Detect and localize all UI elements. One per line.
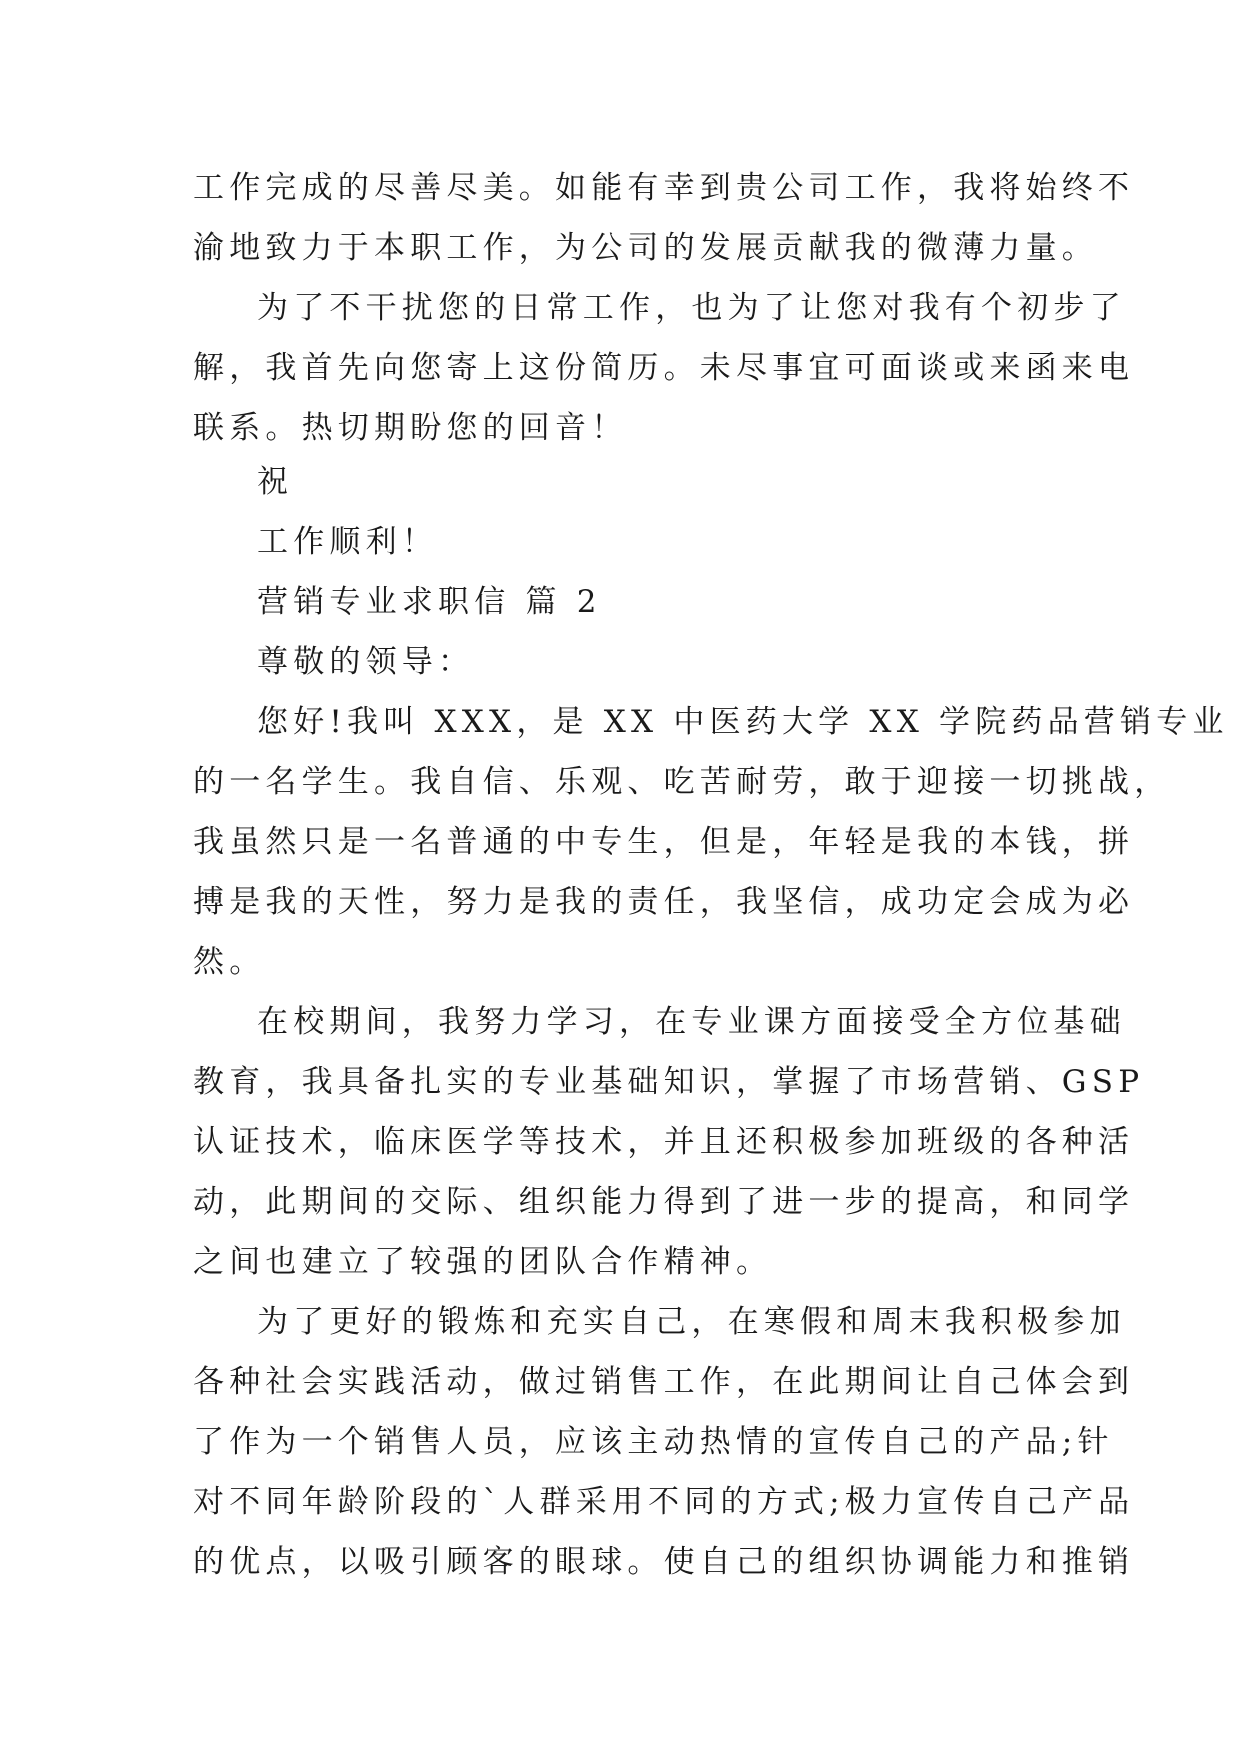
text-line: 联系。热切期盼您的回音！ bbox=[193, 410, 628, 446]
paragraph-start-line: 为了更好的锻炼和充实自己，在寒假和周末我积极参加 bbox=[257, 1304, 1126, 1340]
text-line: 然。 bbox=[193, 944, 266, 980]
text-line: 教育，我具备扎实的专业基础知识，掌握了市场营销、GSP bbox=[193, 1064, 1145, 1100]
text-line: 各种社会实践活动，做过销售工作，在此期间让自己体会到 bbox=[193, 1364, 1135, 1400]
text-line: 解，我首先向您寄上这份简历。未尽事宜可面谈或来函来电 bbox=[193, 350, 1135, 386]
paragraph-start-line: 为了不干扰您的日常工作，也为了让您对我有个初步了 bbox=[257, 290, 1126, 326]
closing-wish: 祝 bbox=[257, 464, 294, 500]
paragraph-start-line: 在校期间，我努力学习，在专业课方面接受全方位基础 bbox=[257, 1004, 1126, 1040]
text-line: 我虽然只是一名普通的中专生，但是，年轻是我的本钱，拼 bbox=[193, 824, 1135, 860]
text-line: 对不同年龄阶段的`人群采用不同的方式;极力宣传自己产品 bbox=[193, 1484, 1135, 1520]
text-line: 渝地致力于本职工作，为公司的发展贡献我的微薄力量。 bbox=[193, 230, 1098, 266]
text-line: 的一名学生。我自信、乐观、吃苦耐劳，敢于迎接一切挑战， bbox=[193, 764, 1171, 800]
text-line: 搏是我的天性，努力是我的责任，我坚信，成功定会成为必 bbox=[193, 884, 1135, 920]
closing-wish-text: 工作顺利！ bbox=[257, 524, 438, 560]
text-line: 了作为一个销售人员，应该主动热情的宣传自己的产品;针 bbox=[193, 1424, 1114, 1460]
salutation: 尊敬的领导： bbox=[257, 644, 475, 680]
text-line: 工作完成的尽善尽美。如能有幸到贵公司工作，我将始终不 bbox=[193, 170, 1135, 206]
text-line: 认证技术，临床医学等技术，并且还积极参加班级的各种活 bbox=[193, 1124, 1135, 1160]
paragraph-start-line: 您好!我叫 XXX，是 XX 中医药大学 XX 学院药品营销专业 bbox=[257, 704, 1229, 740]
section-title: 营销专业求职信 篇 2 bbox=[257, 584, 602, 620]
text-line: 的优点，以吸引顾客的眼球。使自己的组织协调能力和推销 bbox=[193, 1544, 1135, 1580]
text-line: 动，此期间的交际、组织能力得到了进一步的提高，和同学 bbox=[193, 1184, 1135, 1220]
text-line: 之间也建立了较强的团队合作精神。 bbox=[193, 1244, 773, 1280]
